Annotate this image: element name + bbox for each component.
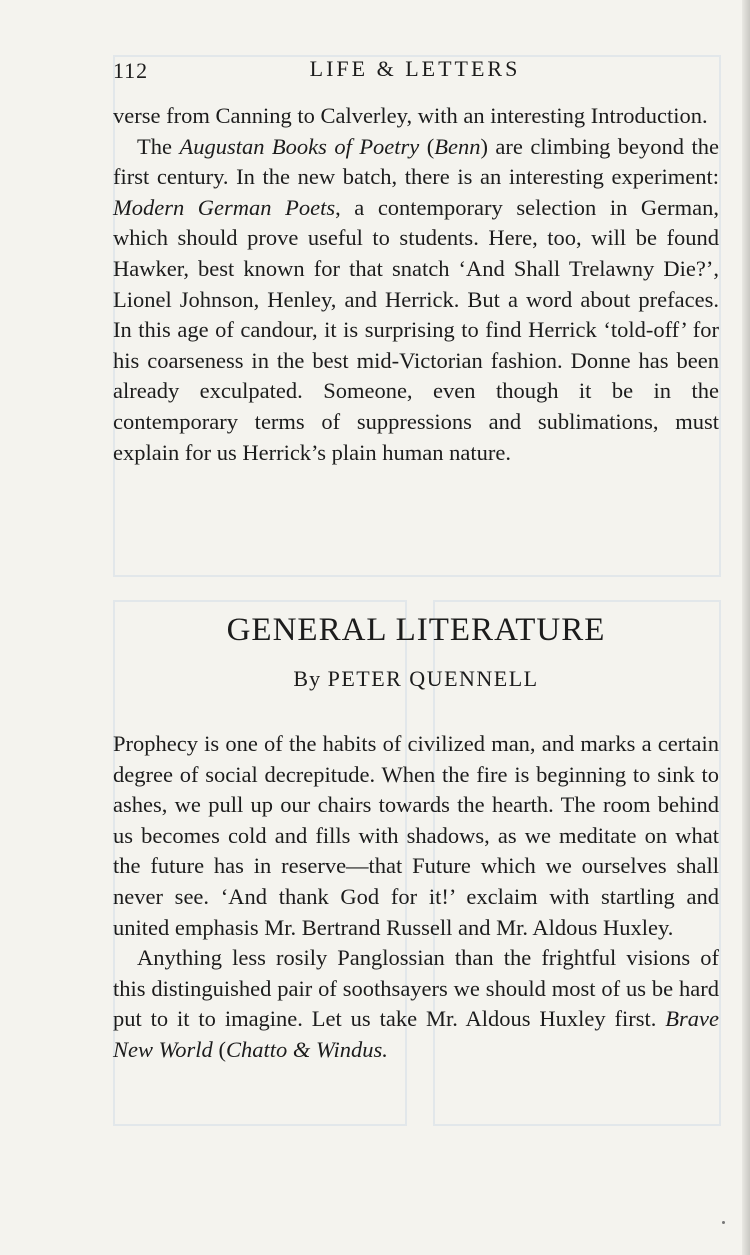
paragraph <box>113 943 719 1065</box>
section-title: GENERAL LITERATURE <box>226 612 606 648</box>
text-run: verse from Canning to Calverley, with an interesting Introduction. <box>113 103 708 128</box>
italic-run: Chatto & Windus. <box>225 1036 388 1062</box>
text-run: ) are climbing beyond the first century. In the new batch, there is an interesting experiment: <box>113 133 719 190</box>
text-run: Anything less rosily Panglossian than the frightful visions of this distinguished pair of soothsayers we should most of us be hard put to it to imagine. Let us take Mr. Aldous Huxley first. <box>113 945 719 1032</box>
page-number: 112 <box>113 58 149 83</box>
italic-run: Brave New World <box>113 1006 719 1062</box>
page-edge <box>742 0 750 1255</box>
section2-body <box>113 729 719 1066</box>
paper-speck <box>722 1221 725 1224</box>
italic-run: Augustan Books of Poetry <box>179 133 420 159</box>
text-run: , a contemporary selection in German, which should prove useful to students. Here, too, will be found Hawker, best known for that snatch ‘And Shall Trelawny Die?’, Lionel Johnson, Henley, and Herrick. But a word about prefaces. In this age of candour, it is surprising to find Herrick ‘told-off’ for his coarseness in the best mid-Victorian fashion. Donne has been already exculpated. Someone, even though it be in the contemporary terms of suppressions and sublimations, must explain for us Herrick’s plain human nature. <box>113 194 720 465</box>
section1-body <box>113 101 719 468</box>
page-header <box>113 52 717 86</box>
text-run: The <box>137 133 180 159</box>
text-run: ( <box>212 1036 226 1062</box>
paragraph <box>113 132 719 469</box>
author-name: PETER QUENNELL <box>327 666 539 691</box>
byline <box>113 666 719 692</box>
byline-prefix: By <box>293 666 322 691</box>
paragraph <box>113 729 719 943</box>
text-run: ( <box>419 133 435 159</box>
italic-run: Benn <box>434 133 481 159</box>
running-head: LIFE & LETTERS <box>309 56 521 81</box>
paragraph <box>113 101 719 132</box>
italic-run: Modern German Poets <box>113 194 336 220</box>
text-run: Prophecy is one of the habits of civilized man, and marks a certain degree of social decrepitude. When the fire is beginning to sink to ashes, we pull up our chairs towards the hearth. The room behind us becomes cold and fills with shadows, as we meditate on what the future has in reserve—that Future which we ourselves shall never see. ‘And thank God for it!’ exclaim with startling and united emphasis Mr. Bertrand Russell and Mr. Aldous Huxley. <box>113 731 719 940</box>
